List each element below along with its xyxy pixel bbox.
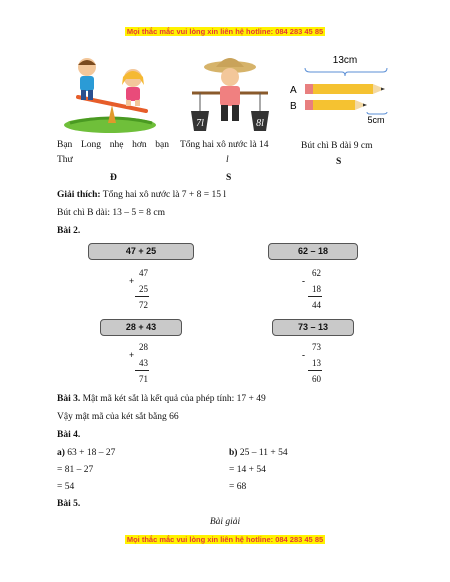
calc3-rule <box>135 370 149 371</box>
bai4-a-step2: = 54 <box>57 482 75 492</box>
calc3-top: 28 <box>139 342 148 352</box>
seesaw-caption-line2: Thư <box>57 155 73 165</box>
calc4-header: 73 – 13 <box>272 319 354 336</box>
pencil-bottom-length: 5cm <box>367 115 385 124</box>
bai3-text: Bài 3. Mật mã két sắt là kết quả của phép tính: 17 + 49 <box>57 394 266 404</box>
bai5-subtitle: Bài giải <box>209 517 241 527</box>
pencil-top-length: 13cm <box>332 55 358 66</box>
calc2-top: 62 <box>312 268 321 278</box>
pencils-mark: S <box>336 157 342 167</box>
calc1-header: 47 + 25 <box>88 243 194 260</box>
calc3-result: 71 <box>139 374 148 384</box>
calc2-bottom: 18 <box>312 284 321 294</box>
water-carrier-illustration <box>188 55 273 133</box>
header-hotline: Mọi thắc mắc vui lòng xin liên hệ hotline: 084 283 45 85 <box>126 27 324 36</box>
pencils-illustration <box>290 52 395 124</box>
calc1-operator: + <box>129 276 135 286</box>
calc1-rule <box>135 296 149 297</box>
bai5-title: Bài 5. <box>57 499 81 509</box>
footer-hotline: Mọi thắc mắc vui lòng xin liên hệ hotline: 084 283 45 85 <box>126 535 324 544</box>
water-caption-line2: l <box>226 155 229 165</box>
bai4-b-step2: = 68 <box>229 482 247 492</box>
seesaw-mark: Đ <box>110 173 117 183</box>
explanation-line1: Giải thích: Tổng hai xô nước là 7 + 8 = 15 l <box>57 190 227 200</box>
calc2-header: 62 – 18 <box>268 243 358 260</box>
seesaw-caption-line1: Bạn Long nhẹ hơn bạn <box>57 140 169 150</box>
calc4-result: 60 <box>312 374 321 384</box>
explanation-line2: Bút chì B dài: 13 – 5 = 8 cm <box>57 208 166 218</box>
calc3-header: 28 + 43 <box>100 319 182 336</box>
water-caption-line1: Tổng hai xô nước là 14 <box>180 140 269 150</box>
bai3-conclusion: Vậy mật mã của két sắt bằng 66 <box>57 412 179 422</box>
calc2-result: 44 <box>312 300 321 310</box>
calc1-bottom: 25 <box>139 284 148 294</box>
seesaw-illustration <box>60 53 160 135</box>
pencil-b-label: B <box>290 101 297 112</box>
pencil-a-label: A <box>290 85 297 96</box>
calc1-result: 72 <box>139 300 148 310</box>
water-mark: S <box>226 173 232 183</box>
bai2-title: Bài 2. <box>57 226 81 236</box>
calc2-operator: - <box>302 276 305 286</box>
calc4-operator: - <box>302 350 305 360</box>
calc1-top: 47 <box>139 268 148 278</box>
calc3-bottom: 43 <box>139 358 148 368</box>
calc4-rule <box>308 370 322 371</box>
bai4-a-expr: a) 63 + 18 – 27 <box>57 448 116 458</box>
calc2-rule <box>308 296 322 297</box>
calc4-top: 73 <box>312 342 321 352</box>
calc4-bottom: 13 <box>312 358 321 368</box>
bai4-title: Bài 4. <box>57 430 81 440</box>
bai4-b-expr: b) 25 – 11 + 54 <box>229 448 288 458</box>
bucket-right-label: 8l <box>256 118 264 129</box>
bucket-left-label: 7l <box>196 118 204 129</box>
bai4-a-step1: = 81 – 27 <box>57 465 94 475</box>
calc3-operator: + <box>129 350 135 360</box>
pencils-caption: Bút chì B dài 9 cm <box>301 141 373 151</box>
bai4-b-step1: = 14 + 54 <box>229 465 266 475</box>
